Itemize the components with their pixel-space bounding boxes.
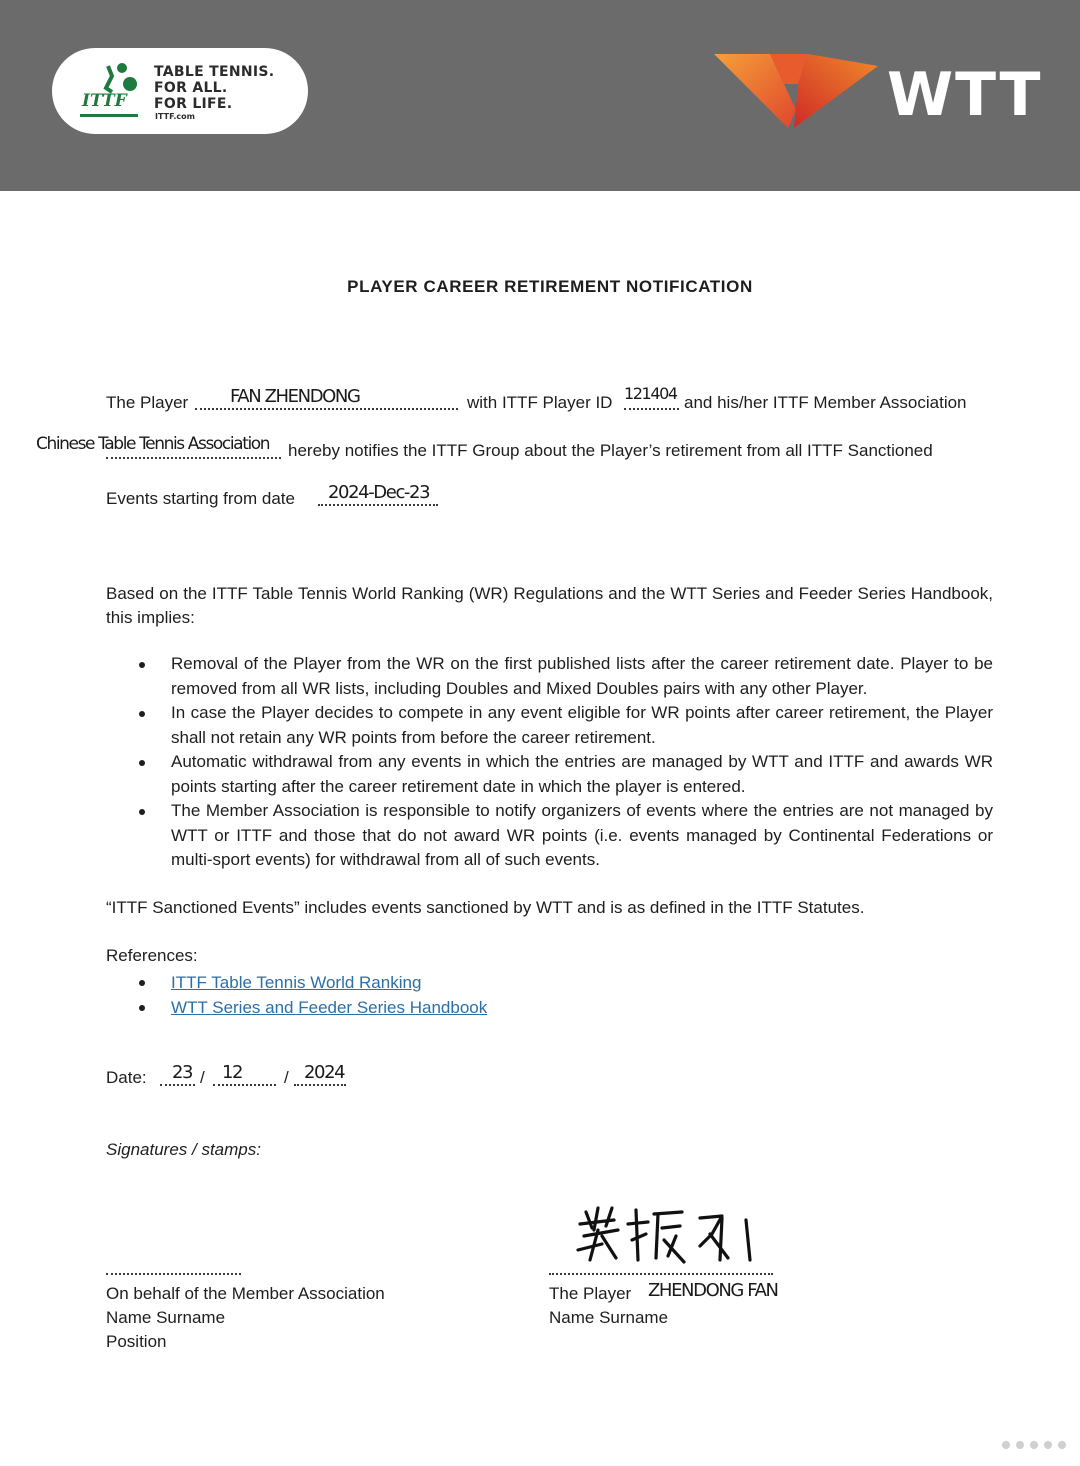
- events-from-label: Events starting from date: [106, 489, 295, 508]
- bullet-icon: [139, 760, 145, 766]
- ittf-logo: [52, 48, 308, 134]
- wtt-wing-icon: [712, 50, 880, 130]
- bullet-icon: [139, 1005, 145, 1011]
- player-name-dotted-line: [195, 408, 458, 410]
- date-year-value: 2024: [304, 1062, 345, 1083]
- definition-text: “ITTF Sanctioned Events” includes events sanctioned by WTT and is as defined in the ITTF Statutes.: [106, 898, 865, 917]
- date-separator: /: [200, 1068, 205, 1087]
- bullet-icon: [139, 711, 145, 717]
- player-signature-dotted-line: [549, 1273, 773, 1275]
- ref-link-handbook[interactable]: WTT Series and Feeder Series Handbook: [171, 998, 488, 1017]
- the-player-label: The Player: [106, 393, 189, 412]
- date-dotted-line: [318, 504, 438, 506]
- header-band: [0, 0, 1080, 191]
- list-item-text: The Member Association is responsible to notify organizers of events where the entries are not managed by WTT or ITTF and those that do not award WR points (i.e. events managed by Continental Federations or multi-sport events) for withdrawal from all of such events.: [171, 801, 993, 869]
- list-item: [106, 995, 487, 1020]
- day-dotted-line: [160, 1084, 195, 1086]
- watermark-dots-icon: [1000, 1438, 1070, 1452]
- association-dotted-line: [106, 457, 281, 459]
- implications-list: [106, 652, 993, 873]
- notifies-text: hereby notifies the ITTF Group about the Player’s retirement from all ITTF Sanctioned: [288, 441, 933, 460]
- signatures-label: Signatures / stamps:: [106, 1140, 261, 1159]
- year-dotted-line: [294, 1084, 346, 1086]
- list-item: [106, 750, 993, 799]
- association-signature-dotted-line: [106, 1273, 241, 1275]
- slogan-line-1: TABLE TENNIS.: [154, 64, 275, 80]
- list-item: [106, 799, 993, 873]
- month-dotted-line: [213, 1084, 276, 1086]
- player-id-value: 121404: [624, 384, 677, 403]
- list-item-text: Removal of the Player from the WR on the first published lists after the career retirement date. Player to be removed from all WR lists, including Doubles and Mixed Doubles pairs with any other Player.: [171, 654, 993, 698]
- list-item: [106, 701, 993, 750]
- association-label: and his/her ITTF Member Association: [684, 393, 967, 412]
- association-sig-line3: Position: [106, 1332, 167, 1351]
- bullet-icon: [139, 980, 145, 986]
- references-label: References:: [106, 946, 198, 965]
- intro-paragraph: Based on the ITTF Table Tennis World Ranking (WR) Regulations and the WTT Series and Feeder Series Handbook, this implies:: [106, 584, 993, 627]
- player-sig-line2: Name Surname: [549, 1308, 669, 1327]
- ittf-slogan: [154, 64, 274, 112]
- ref-link-world-ranking[interactable]: ITTF Table Tennis World Ranking: [171, 973, 422, 992]
- player-signature-image: [572, 1200, 762, 1270]
- player-sig-label: The Player: [549, 1284, 632, 1303]
- player-name-value: FAN ZHENDONG: [230, 386, 360, 407]
- bullet-icon: [139, 809, 145, 815]
- player-id-dotted-line: [624, 408, 679, 410]
- player-sig-name: ZHENDONG FAN: [648, 1280, 778, 1301]
- player-id-label: with ITTF Player ID: [467, 393, 613, 412]
- retirement-date-value: 2024-Dec-23: [328, 482, 430, 503]
- list-item: [106, 970, 487, 995]
- association-sig-line2: Name Surname: [106, 1308, 226, 1327]
- ittf-url: ITTF.com: [155, 112, 195, 121]
- ittf-emblem-text: ITTF: [82, 91, 127, 111]
- association-sig-line1: On behalf of the Member Association: [106, 1284, 385, 1303]
- date-separator: /: [284, 1068, 289, 1087]
- date-day-value: 23: [172, 1062, 193, 1083]
- slogan-line-2: FOR ALL.: [154, 80, 228, 96]
- bullet-icon: [139, 662, 145, 668]
- ittf-emblem-icon: [78, 62, 140, 122]
- wtt-wordmark: WTT: [887, 60, 1043, 130]
- list-item-text: In case the Player decides to compete in any event eligible for WR points after career retirement, the Player shall not retain any WR points from before the career retirement.: [171, 703, 993, 747]
- list-item: [106, 652, 993, 701]
- slogan-line-3: FOR LIFE.: [154, 96, 233, 112]
- list-item-text: Automatic withdrawal from any events in which the entries are managed by WTT and ITTF and awards WR points starting after the career retirement date in which the player is entered.: [171, 752, 993, 796]
- date-month-value: 12: [222, 1062, 243, 1083]
- date-label: Date:: [106, 1068, 147, 1087]
- document-title: PLAYER CAREER RETIREMENT NOTIFICATION: [347, 277, 753, 296]
- references-list: [106, 970, 487, 1020]
- association-value: Chinese Table Tennis Association: [36, 434, 270, 454]
